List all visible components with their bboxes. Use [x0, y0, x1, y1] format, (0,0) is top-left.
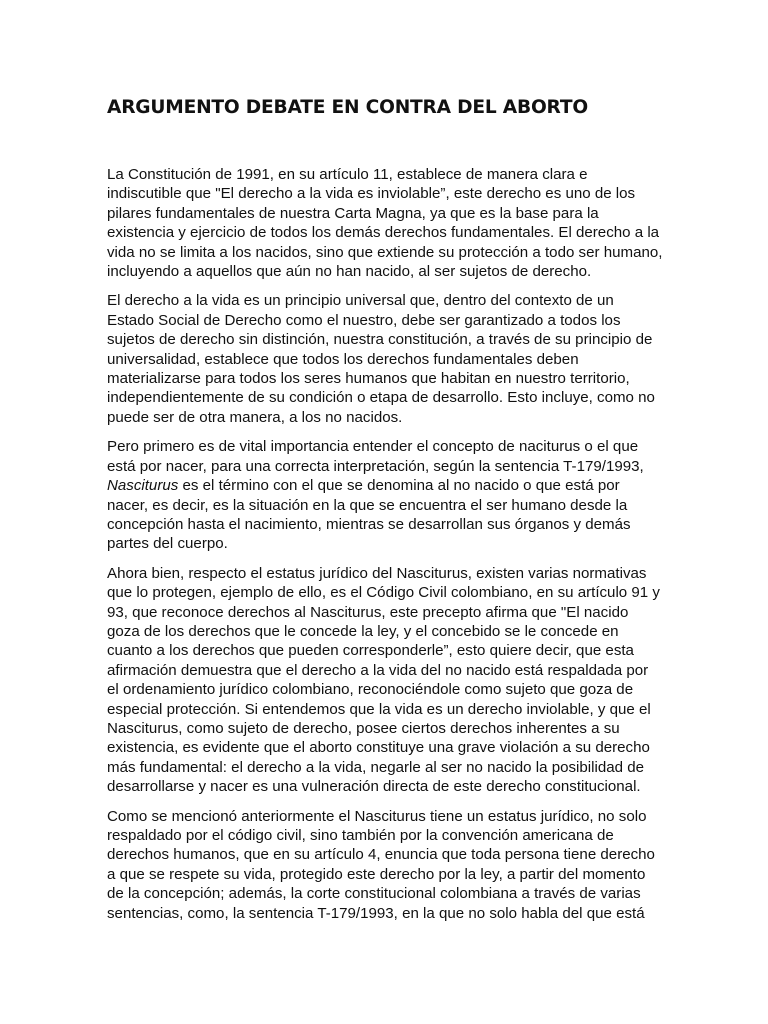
paragraph-line: puede ser de otra manera, a los no nacidos.	[107, 408, 403, 426]
paragraph-line	[107, 476, 667, 495]
paragraph-line: especial protección. Si entendemos que la vida es un derecho inviolable, y que el	[107, 700, 651, 718]
paragraph-line: cuanto a los derechos que pueden corresponderle”, esto quiere decir, que esta	[107, 642, 634, 660]
paragraph-line: sentencias, como, la sentencia T-179/1993, en la que no solo habla del que está	[107, 904, 645, 922]
paragraph-line: Estado Social de Derecho como el nuestro, debe ser garantizado a todos los	[107, 311, 621, 329]
paragraph-line: vida no se limita a los nacidos, sino que extiende su protección a todo ser humano,	[107, 243, 663, 261]
paragraph-line: afirmación demuestra que el derecho a la vida del no nacido está respaldada por	[107, 661, 649, 679]
paragraph-line: respaldado por el código civil, sino también por la convención americana de	[107, 827, 614, 844]
paragraph-line: incluyendo a aquellos que aún no han nacido, al ser sujetos de derecho.	[107, 263, 592, 281]
body-paragraph	[107, 564, 667, 797]
line-text: es el término con el que se denomina al no nacido o que está por	[178, 477, 620, 495]
paragraph-line: existencia y ejercicio de todos los demás derechos fundamentales. El derecho a la	[107, 224, 660, 242]
paragraph-line: Ahora bien, respecto el estatus jurídico del Nasciturus, existen varias normativas	[107, 564, 647, 582]
paragraph-line: pilares fundamentales de nuestra Carta Magna, ya que es la base para la	[107, 204, 599, 222]
paragraph-line: Como se mencionó anteriormente el Nasciturus tiene un estatus jurídico, no solo	[107, 807, 647, 825]
paragraph-line: universalidad, establece que todos los derechos fundamentales deben	[107, 350, 579, 368]
paragraph-line: Pero primero es de vital importancia entender el concepto de naciturus o el que	[107, 438, 639, 456]
paragraph-line: de la concepción; además, la corte constitucional colombiana a través de varias	[107, 885, 641, 903]
paragraph-line: a que se respete su vida, protegido este derecho por la ley, a partir del momento	[107, 865, 646, 883]
paragraph-line: 93, que reconoce derechos al Nasciturus, este precepto afirma que "El nacido	[107, 603, 629, 621]
paragraph-line: Nasciturus, como sujeto de derecho, posee ciertos derechos inherentes a su	[107, 719, 620, 737]
paragraph-line: que lo protegen, ejemplo de ello, es el Código Civil colombiano, en su artículo 91 y	[107, 584, 660, 602]
paragraph-line: sujetos de derecho sin distinción, nuestra constitución, a través de su principio de	[107, 331, 653, 349]
body-paragraph	[107, 291, 667, 427]
paragraph-line: el ordenamiento jurídico colombiano, reconociéndole como sujeto que goza de	[107, 681, 634, 699]
body-paragraph	[107, 807, 667, 923]
body-paragraph	[107, 437, 667, 553]
paragraph-line: está por nacer, para una correcta interpretación, según la sentencia T-179/1993,	[107, 457, 644, 475]
paragraph-line: nacer, es decir, es la situación en la que se encuentra el ser humano desde la	[107, 496, 628, 514]
paragraph-line: más fundamental: el derecho a la vida, negarle al ser no nacido la posibilidad de	[107, 758, 645, 776]
paragraph-line: concepción hasta el nacimiento, mientras se desarrollan sus órganos y demás	[107, 515, 631, 533]
paragraph-line: desarrollarse y nacer es una vulneración directa de este derecho constitucional.	[107, 778, 641, 796]
italic-term: Nasciturus	[107, 477, 179, 495]
body-paragraph	[107, 165, 667, 281]
paragraph-line: materializarse para todos los seres humanos que habitan en nuestro territorio,	[107, 370, 630, 388]
paragraph-line: La Constitución de 1991, en su artículo 11, establece de manera clara e	[107, 166, 588, 183]
paragraph-line: existencia, es evidente que el aborto constituye una grave violación a su derecho	[107, 739, 650, 757]
paragraph-line: indiscutible que "El derecho a la vida es inviolable”, este derecho es uno de los	[107, 185, 636, 203]
paragraph-line: independientemente de su condición o etapa de desarrollo. Esto incluye, como no	[107, 389, 655, 407]
paragraph-line: derechos humanos, que en su artículo 4, enuncia que toda persona tiene derecho	[107, 846, 655, 864]
paragraph-line: El derecho a la vida es un principio universal que, dentro del contexto de un	[107, 292, 614, 310]
paragraph-line: partes del cuerpo.	[107, 535, 228, 553]
document-title: ARGUMENTO DEBATE EN CONTRA DEL ABORTO	[107, 97, 588, 118]
paragraph-line: goza de los derechos que le concede la ley, y el concebido se le concede en	[107, 622, 619, 640]
document-body	[107, 165, 667, 933]
